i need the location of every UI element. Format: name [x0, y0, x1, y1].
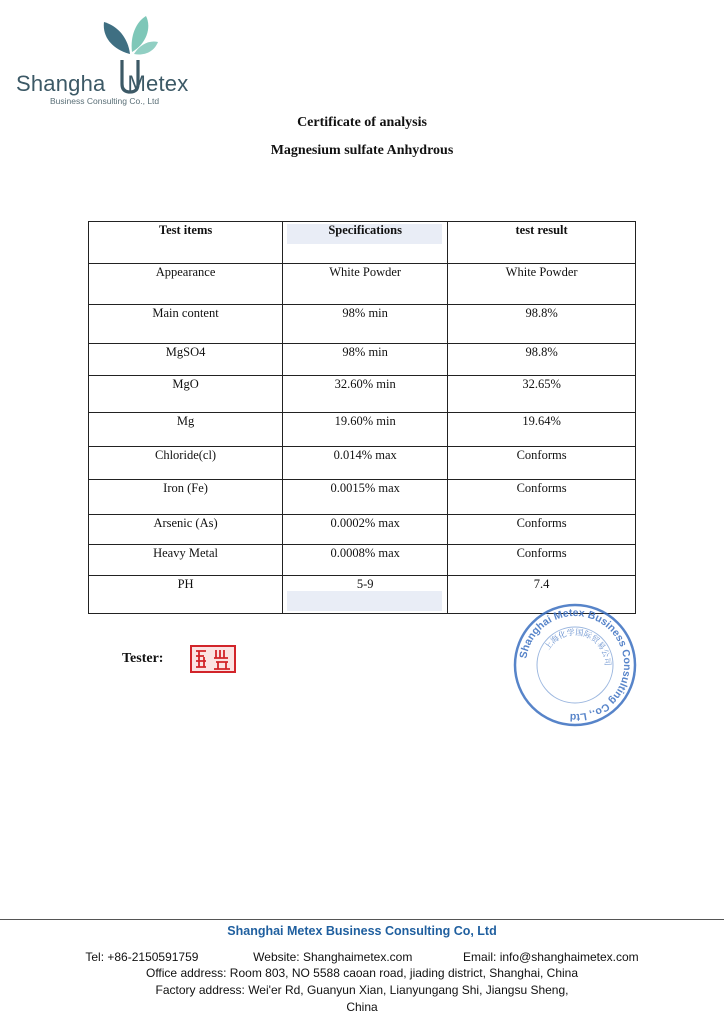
- cell-item: Heavy Metal: [89, 545, 283, 576]
- table-row: [89, 545, 636, 576]
- logo-subtitle: Business Consulting Co., Ltd: [50, 96, 160, 106]
- cell-result: Conforms: [448, 480, 636, 515]
- document-subtitle: Magnesium sulfate Anhydrous: [270, 143, 454, 158]
- table-row: [89, 413, 636, 447]
- cell-spec: 98% min: [283, 344, 448, 376]
- cell-item: Main content: [89, 305, 283, 344]
- cell-item: Chloride(cl): [89, 447, 283, 480]
- tester-label: Tester:: [122, 651, 164, 666]
- svg-text:上海化学国际贸易公司: [542, 627, 612, 666]
- cell-result: Conforms: [448, 447, 636, 480]
- cell-result: 98.8%: [448, 305, 636, 344]
- cell-item: Appearance: [89, 264, 283, 305]
- cell-item: MgO: [89, 376, 283, 413]
- cell-item: PH: [89, 576, 283, 614]
- table-row: [89, 264, 636, 305]
- cell-spec: 19.60% min: [283, 413, 448, 447]
- footer-tel: Tel: +86-2150591759: [85, 950, 199, 964]
- footer-website: Website: Shanghaimetex.com: [253, 950, 413, 964]
- cell-spec: 32.60% min: [283, 376, 448, 413]
- cell-spec: 0.0008% max: [283, 545, 448, 576]
- table-row: [89, 305, 636, 344]
- cell-result: 19.64%: [448, 413, 636, 447]
- logo-wordmark: Shangha Metex: [16, 71, 189, 96]
- tester-seal-icon: [190, 645, 236, 673]
- footer-office-address: Office address: Room 803, NO 5588 caoan road, jiading district, Shanghai, China: [145, 966, 579, 980]
- company-stamp: [512, 602, 638, 728]
- cell-result: White Powder: [448, 264, 636, 305]
- header-specifications: Specifications: [283, 222, 448, 264]
- cell-result: 32.65%: [448, 376, 636, 413]
- stamp-outer-text: Shanghai Metex Business Consulting Co., Ltd: [517, 606, 634, 724]
- cell-spec: 0.0002% max: [283, 515, 448, 545]
- footer-company: Shanghai Metex Business Consulting Co, Ltd: [227, 924, 497, 938]
- cell-spec: 0.014% max: [283, 447, 448, 480]
- cell-spec: 98% min: [283, 305, 448, 344]
- cell-item: MgSO4: [89, 344, 283, 376]
- cell-result: Conforms: [448, 515, 636, 545]
- table-row: [89, 480, 636, 515]
- footer-divider: [0, 919, 724, 920]
- footer-contact-line: [0, 950, 724, 964]
- svg-text:Shanghai Metex Business Consul: [517, 607, 633, 723]
- cell-spec: 0.0015% max: [283, 480, 448, 515]
- stamp-inner-text: 上海化学国际贸易公司: [542, 627, 613, 667]
- cell-spec: White Powder: [283, 264, 448, 305]
- cell-spec: 5-9: [283, 576, 448, 614]
- cell-result: 7.4: [448, 576, 636, 614]
- cell-item: Mg: [89, 413, 283, 447]
- footer-factory-address: Factory address: Wei'er Rd, Guanyun Xian, Lianyungang Shi, Jiangsu Sheng,: [155, 983, 569, 997]
- cell-item: Iron (Fe): [89, 480, 283, 515]
- footer-email: Email: info@shanghaimetex.com: [463, 950, 639, 964]
- table-row: [89, 515, 636, 545]
- header-test-result: test result: [448, 222, 636, 264]
- analysis-table: [88, 221, 636, 614]
- footer-country: China: [346, 1000, 378, 1014]
- document-title: Certificate of analysis: [297, 115, 427, 130]
- table-row: [89, 376, 636, 413]
- cell-result: Conforms: [448, 545, 636, 576]
- cell-item: Arsenic (As): [89, 515, 283, 545]
- table-row: [89, 447, 636, 480]
- table-row: [89, 344, 636, 376]
- header-test-items: Test items: [89, 222, 283, 264]
- cell-result: 98.8%: [448, 344, 636, 376]
- table-header-row: [89, 222, 636, 264]
- company-logo: [12, 14, 212, 110]
